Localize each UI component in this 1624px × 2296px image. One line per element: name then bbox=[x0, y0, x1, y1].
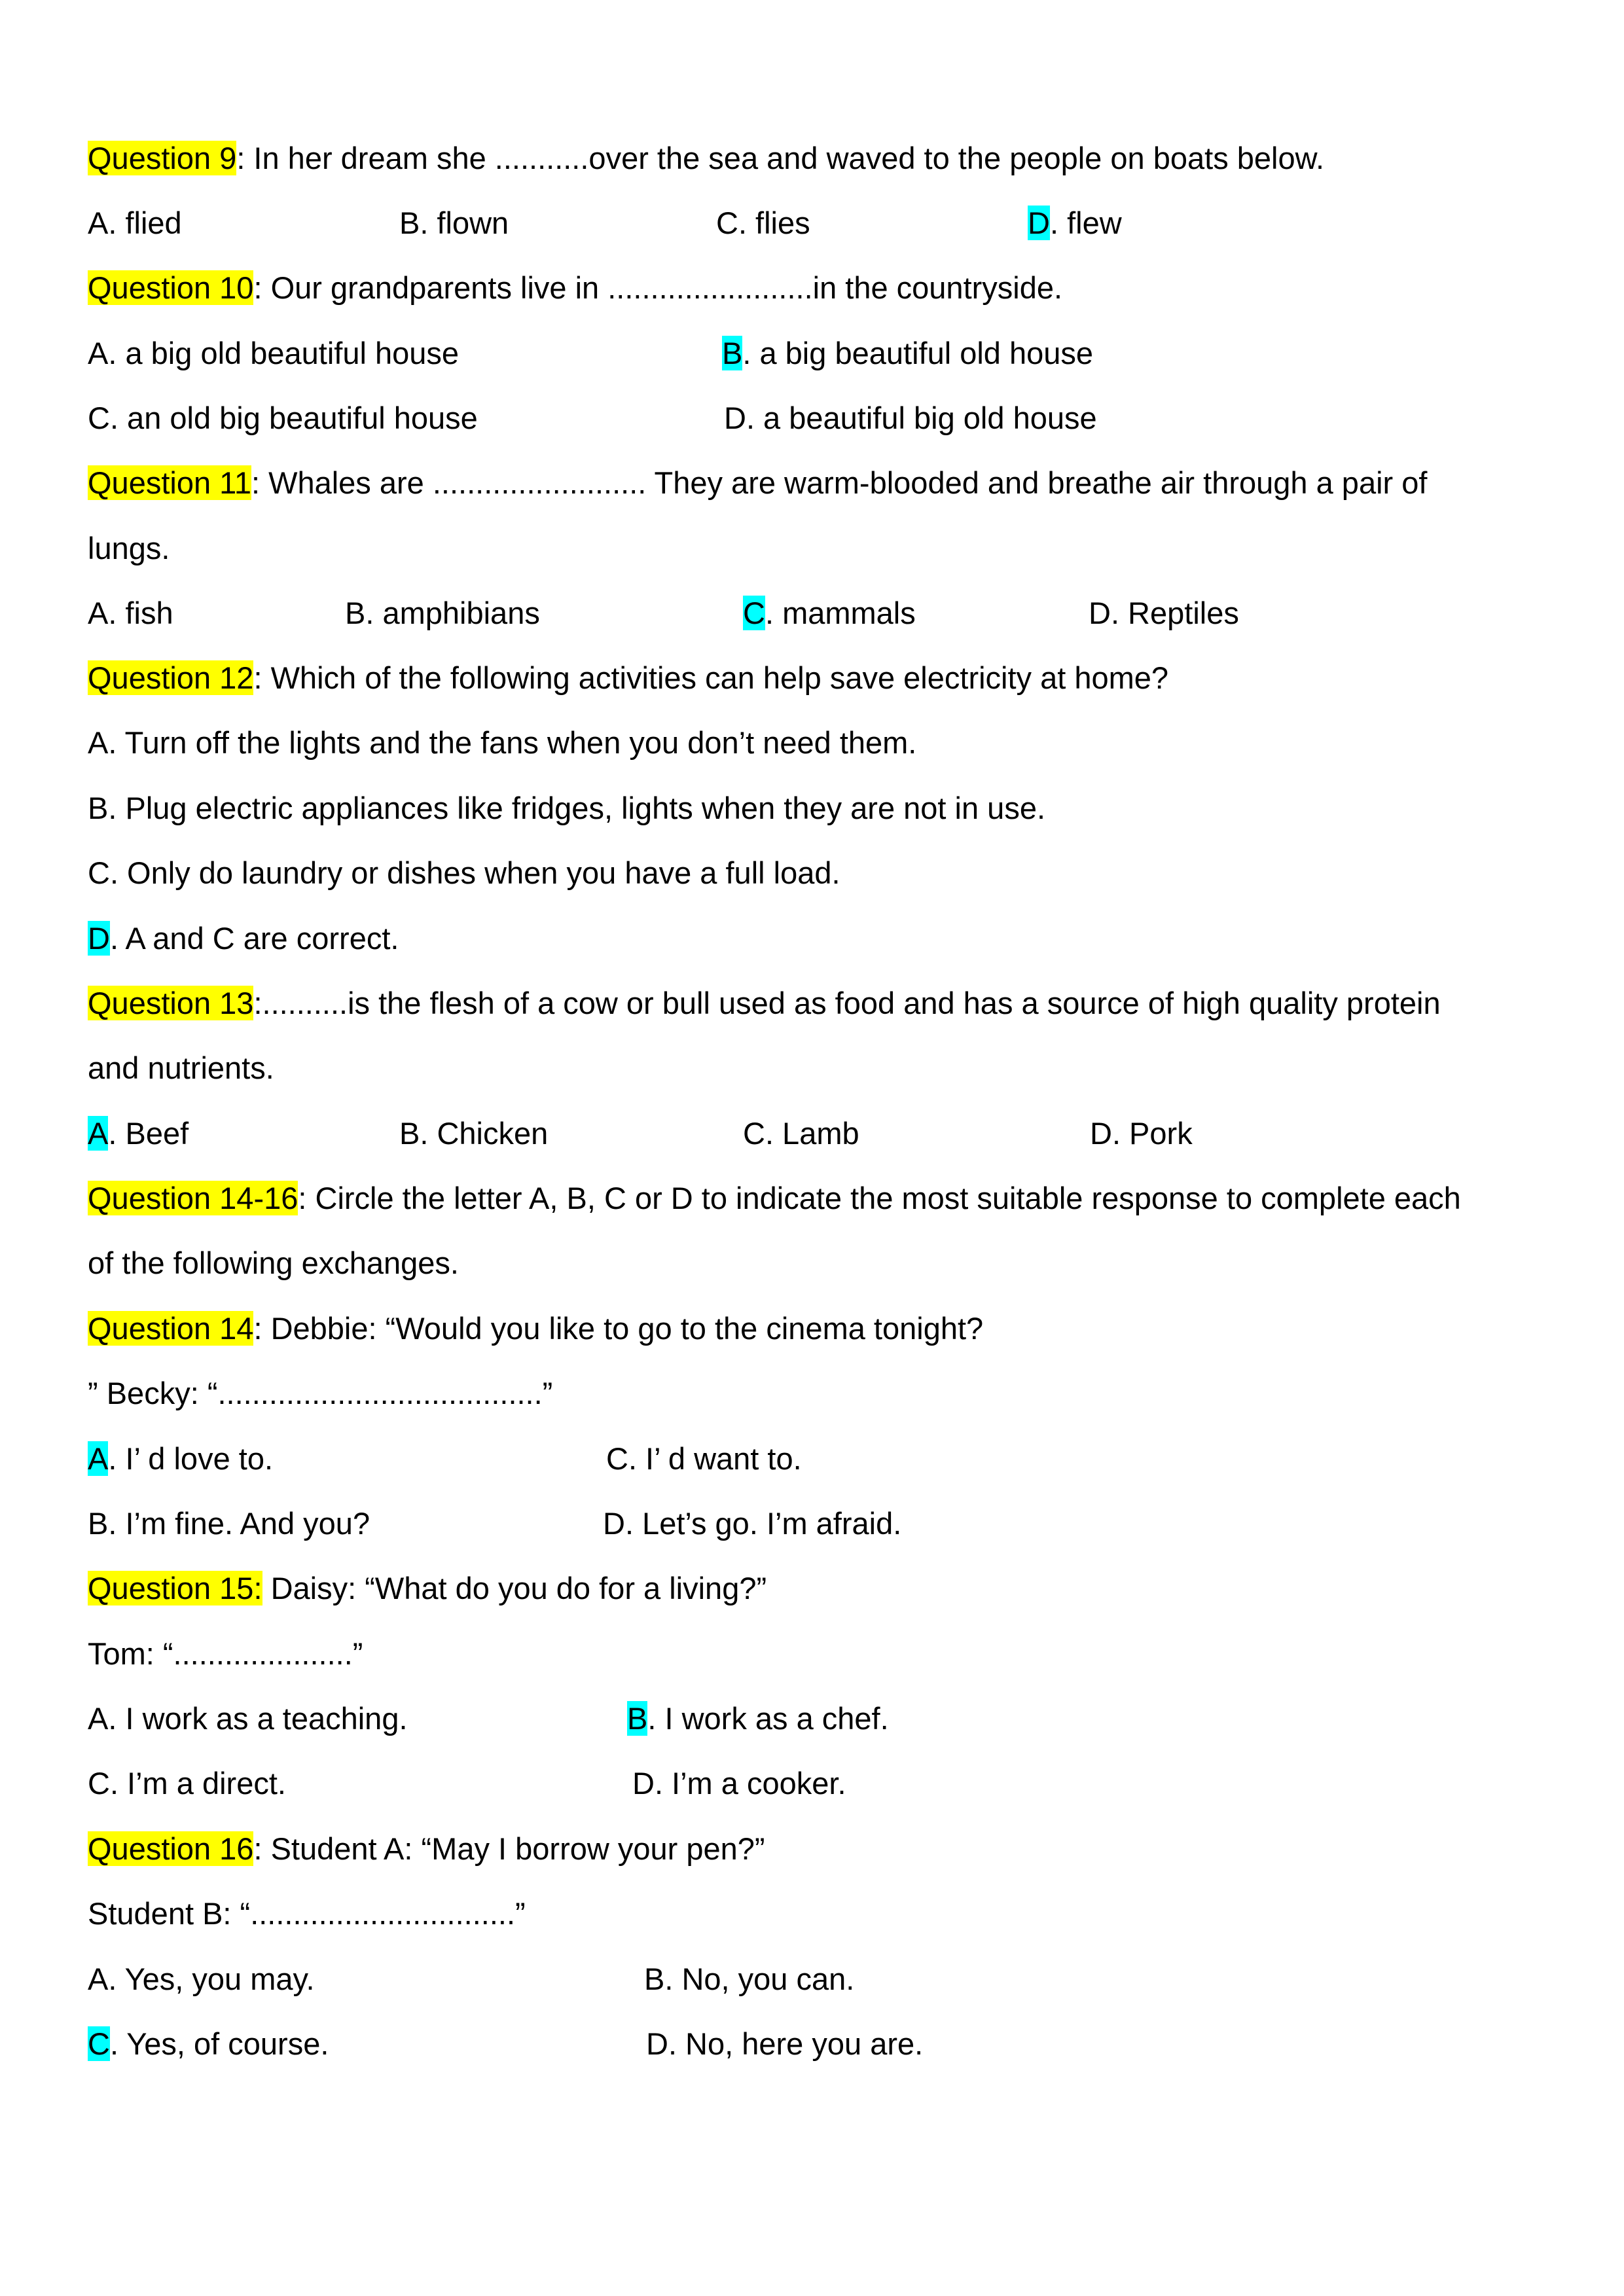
option-a: A. Beef bbox=[88, 1116, 189, 1151]
question-16 bbox=[88, 1829, 765, 1869]
question-label: Question 15: bbox=[88, 1571, 262, 1605]
question-text: :..........is the flesh of a cow or bull used as food and has a source of high quality protein bbox=[253, 986, 1441, 1020]
option-b: B. Chicken bbox=[399, 1116, 549, 1151]
option-d: D. Reptiles bbox=[1089, 596, 1239, 630]
question-11 bbox=[88, 463, 1427, 503]
answer-letter: D bbox=[1028, 206, 1050, 240]
option-a: A. a big old beautiful house bbox=[88, 336, 460, 370]
question-label: Question 11 bbox=[88, 465, 251, 500]
option-c: C. Only do laundry or dishes when you have a full load. bbox=[88, 855, 840, 890]
question-label: Question 10 bbox=[88, 270, 254, 305]
option-a: A. flied bbox=[88, 206, 182, 240]
option-c: C. an old big beautiful house bbox=[88, 401, 478, 435]
question-label: Question 14-16 bbox=[88, 1181, 298, 1215]
answer-letter: A bbox=[88, 1116, 109, 1151]
option-c: C. flies bbox=[716, 206, 810, 240]
question-text: Daisy: “What do you do for a living?” bbox=[262, 1571, 767, 1605]
question-text: : Student A: “May I borrow your pen?” bbox=[253, 1831, 765, 1866]
option-c: C. I’m a direct. bbox=[88, 1766, 286, 1801]
answer-letter: C bbox=[88, 2026, 110, 2061]
answer-letter: D bbox=[88, 921, 110, 956]
answer-letter: A bbox=[88, 1441, 109, 1476]
option-b: B. a big beautiful old house bbox=[722, 336, 1094, 370]
answer-letter: C bbox=[743, 596, 765, 630]
option-b: B. Plug electric appliances like fridges, lights when they are not in use. bbox=[88, 791, 1046, 825]
option-c: C. Lamb bbox=[743, 1116, 859, 1151]
question-label: Question 12 bbox=[88, 660, 254, 695]
option-a: A. fish bbox=[88, 596, 173, 630]
option-a: A. Yes, you may. bbox=[88, 1962, 315, 1996]
question-13 bbox=[88, 984, 1441, 1023]
option-b: B. I work as a chef. bbox=[627, 1701, 889, 1736]
question-11-continued: lungs. bbox=[88, 531, 170, 565]
option-b: B. flown bbox=[399, 206, 509, 240]
option-d: D. I’m a cooker. bbox=[632, 1766, 846, 1801]
question-text: : Debbie: “Would you like to go to the cinema tonight? bbox=[253, 1311, 984, 1346]
question-text: : Our grandparents live in ........................in the countryside. bbox=[253, 270, 1063, 305]
option-d: D. A and C are correct. bbox=[88, 921, 399, 956]
answer-letter: B bbox=[722, 336, 743, 370]
question-15 bbox=[88, 1569, 767, 1608]
question-14 bbox=[88, 1309, 983, 1348]
option-c: C. I’ d want to. bbox=[606, 1441, 802, 1476]
question-text: : Which of the following activities can help save electricity at home? bbox=[253, 660, 1169, 695]
question-label: Question 9 bbox=[88, 141, 237, 175]
question-14-response: ” Becky: “......................................” bbox=[88, 1376, 553, 1410]
option-a: A. I’ d love to. bbox=[88, 1441, 274, 1476]
option-b: B. No, you can. bbox=[644, 1962, 855, 1996]
question-9 bbox=[88, 139, 1324, 178]
question-15-response: Tom: “.....................” bbox=[88, 1636, 363, 1671]
question-12 bbox=[88, 658, 1168, 698]
option-d: D. Pork bbox=[1090, 1116, 1193, 1151]
question-label: Question 13 bbox=[88, 986, 254, 1020]
question-label: Question 14 bbox=[88, 1311, 254, 1346]
option-d: D. No, here you are. bbox=[646, 2026, 924, 2061]
question-label: Question 16 bbox=[88, 1831, 254, 1866]
question-10 bbox=[88, 268, 1062, 308]
question-16-response: Student B: “...............................” bbox=[88, 1896, 526, 1931]
option-b: B. I’m fine. And you? bbox=[88, 1506, 370, 1541]
option-d: D. Let’s go. I’m afraid. bbox=[603, 1506, 902, 1541]
option-d: D. flew bbox=[1028, 206, 1122, 240]
option-a: A. I work as a teaching. bbox=[88, 1701, 408, 1736]
section-instruction bbox=[88, 1179, 1461, 1218]
option-a: A. Turn off the lights and the fans when you don’t need them. bbox=[88, 725, 917, 760]
section-instruction-continued: of the following exchanges. bbox=[88, 1246, 459, 1280]
option-d: D. a beautiful big old house bbox=[724, 401, 1097, 435]
answer-letter: B bbox=[627, 1701, 648, 1736]
option-c: C. mammals bbox=[743, 596, 916, 630]
question-13-continued: and nutrients. bbox=[88, 1050, 274, 1085]
option-c: C. Yes, of course. bbox=[88, 2026, 329, 2061]
question-text: : In her dream she ...........over the sea and waved to the people on boats below. bbox=[236, 141, 1325, 175]
option-b: B. amphibians bbox=[345, 596, 540, 630]
question-text: : Whales are ......................... They are warm-blooded and breathe air through a pair of bbox=[251, 465, 1428, 500]
question-text: : Circle the letter A, B, C or D to indicate the most suitable response to complete each bbox=[298, 1181, 1461, 1215]
